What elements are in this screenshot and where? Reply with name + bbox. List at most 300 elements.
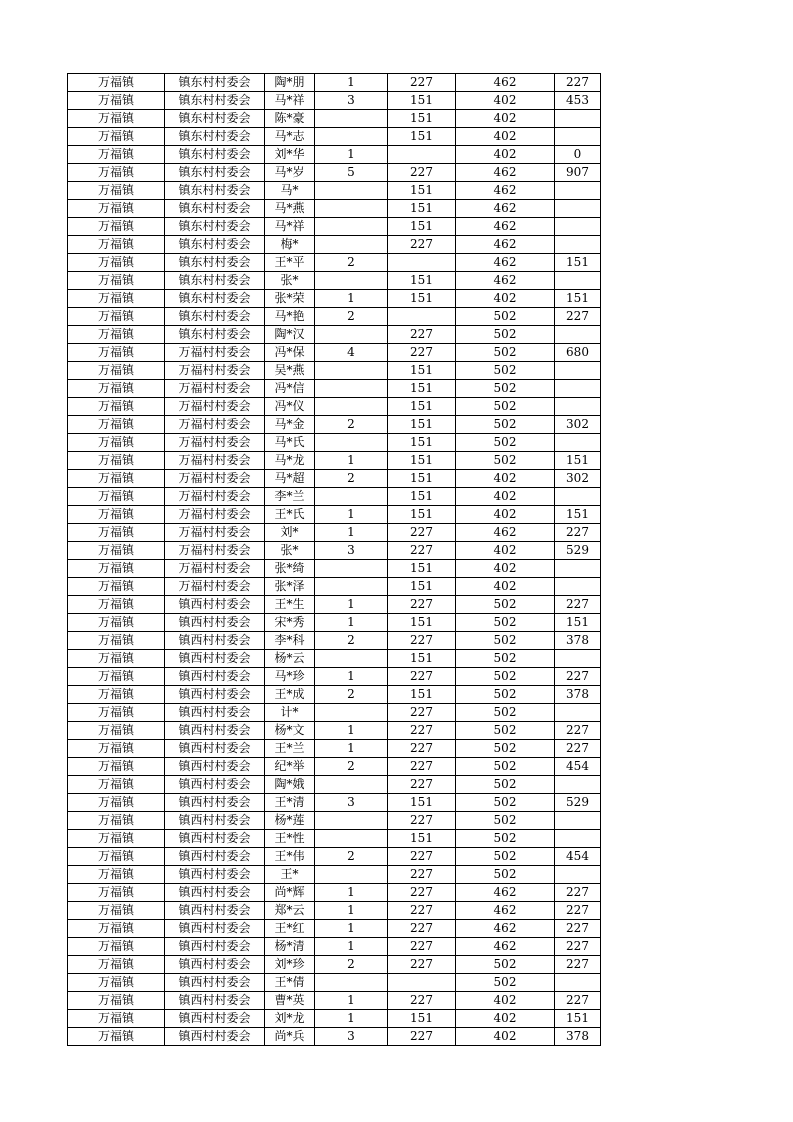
town-cell: 万福镇 [68, 542, 165, 560]
name-cell: 马*祥 [265, 218, 315, 236]
village-committee-cell: 镇东村村委会 [165, 92, 265, 110]
amount-cell [555, 578, 601, 596]
value-b-cell: 502 [456, 362, 555, 380]
town-cell: 万福镇 [68, 614, 165, 632]
value-b-cell: 402 [456, 92, 555, 110]
count-cell: 1 [315, 146, 388, 164]
village-committee-cell: 镇东村村委会 [165, 236, 265, 254]
value-b-cell: 502 [456, 614, 555, 632]
name-cell: 吴*燕 [265, 362, 315, 380]
value-b-cell: 462 [456, 524, 555, 542]
village-committee-cell: 万福村村委会 [165, 416, 265, 434]
name-cell: 王*性 [265, 830, 315, 848]
amount-cell: 227 [555, 938, 601, 956]
value-b-cell: 462 [456, 920, 555, 938]
value-b-cell: 502 [456, 650, 555, 668]
table-row [68, 938, 601, 956]
table-body [68, 74, 601, 1046]
table-row [68, 128, 601, 146]
value-a-cell: 227 [388, 992, 456, 1010]
value-b-cell: 502 [456, 686, 555, 704]
amount-cell: 151 [555, 254, 601, 272]
village-committee-cell: 镇西村村委会 [165, 722, 265, 740]
name-cell: 陶*汉 [265, 326, 315, 344]
amount-cell [555, 326, 601, 344]
value-b-cell: 502 [456, 740, 555, 758]
table-row [68, 254, 601, 272]
count-cell: 1 [315, 614, 388, 632]
amount-cell: 453 [555, 92, 601, 110]
name-cell: 马*珍 [265, 668, 315, 686]
name-cell: 曹*英 [265, 992, 315, 1010]
table-row [68, 326, 601, 344]
value-b-cell: 402 [456, 1010, 555, 1028]
count-cell [315, 650, 388, 668]
value-b-cell: 502 [456, 452, 555, 470]
count-cell [315, 380, 388, 398]
village-committee-cell: 万福村村委会 [165, 470, 265, 488]
count-cell: 2 [315, 470, 388, 488]
name-cell: 马*志 [265, 128, 315, 146]
count-cell: 4 [315, 344, 388, 362]
count-cell [315, 218, 388, 236]
value-b-cell: 402 [456, 128, 555, 146]
town-cell: 万福镇 [68, 740, 165, 758]
name-cell: 杨*莲 [265, 812, 315, 830]
count-cell [315, 434, 388, 452]
town-cell: 万福镇 [68, 200, 165, 218]
table-row [68, 236, 601, 254]
table-row [68, 146, 601, 164]
amount-cell: 454 [555, 758, 601, 776]
count-cell [315, 560, 388, 578]
town-cell: 万福镇 [68, 992, 165, 1010]
count-cell: 3 [315, 92, 388, 110]
village-committee-cell: 镇东村村委会 [165, 74, 265, 92]
table-row [68, 812, 601, 830]
value-b-cell: 462 [456, 902, 555, 920]
name-cell: 王*清 [265, 794, 315, 812]
count-cell [315, 578, 388, 596]
value-a-cell: 151 [388, 578, 456, 596]
value-a-cell: 151 [388, 794, 456, 812]
village-committee-cell: 万福村村委会 [165, 542, 265, 560]
amount-cell [555, 812, 601, 830]
village-committee-cell: 镇东村村委会 [165, 254, 265, 272]
town-cell: 万福镇 [68, 578, 165, 596]
value-b-cell: 462 [456, 254, 555, 272]
count-cell: 1 [315, 668, 388, 686]
value-b-cell: 502 [456, 722, 555, 740]
count-cell [315, 776, 388, 794]
amount-cell: 227 [555, 884, 601, 902]
table-row [68, 182, 601, 200]
amount-cell: 227 [555, 668, 601, 686]
amount-cell: 151 [555, 452, 601, 470]
village-committee-cell: 镇西村村委会 [165, 902, 265, 920]
name-cell: 李*兰 [265, 488, 315, 506]
table-row [68, 434, 601, 452]
town-cell: 万福镇 [68, 416, 165, 434]
town-cell: 万福镇 [68, 74, 165, 92]
village-committee-cell: 镇西村村委会 [165, 704, 265, 722]
table-row [68, 362, 601, 380]
table-row [68, 218, 601, 236]
value-b-cell: 462 [456, 272, 555, 290]
name-cell: 冯*信 [265, 380, 315, 398]
village-committee-cell: 万福村村委会 [165, 506, 265, 524]
value-a-cell: 227 [388, 164, 456, 182]
name-cell: 马*燕 [265, 200, 315, 218]
count-cell [315, 182, 388, 200]
value-a-cell: 151 [388, 506, 456, 524]
count-cell [315, 326, 388, 344]
table-row [68, 974, 601, 992]
amount-cell: 227 [555, 722, 601, 740]
amount-cell: 227 [555, 740, 601, 758]
table-row [68, 524, 601, 542]
value-a-cell: 227 [388, 758, 456, 776]
value-b-cell: 502 [456, 344, 555, 362]
name-cell: 马*金 [265, 416, 315, 434]
town-cell: 万福镇 [68, 524, 165, 542]
name-cell: 王*倩 [265, 974, 315, 992]
amount-cell [555, 362, 601, 380]
village-committee-cell: 镇西村村委会 [165, 614, 265, 632]
count-cell: 1 [315, 596, 388, 614]
amount-cell [555, 830, 601, 848]
village-committee-cell: 镇东村村委会 [165, 182, 265, 200]
village-committee-cell: 万福村村委会 [165, 560, 265, 578]
table-row [68, 380, 601, 398]
value-b-cell: 502 [456, 326, 555, 344]
value-b-cell: 402 [456, 578, 555, 596]
count-cell [315, 974, 388, 992]
town-cell: 万福镇 [68, 920, 165, 938]
table-row [68, 884, 601, 902]
town-cell: 万福镇 [68, 632, 165, 650]
village-committee-cell: 万福村村委会 [165, 524, 265, 542]
count-cell: 1 [315, 506, 388, 524]
village-committee-cell: 镇西村村委会 [165, 596, 265, 614]
value-b-cell: 402 [456, 542, 555, 560]
amount-cell: 529 [555, 794, 601, 812]
village-committee-cell: 镇西村村委会 [165, 686, 265, 704]
value-a-cell: 227 [388, 740, 456, 758]
count-cell [315, 110, 388, 128]
table-row [68, 1010, 601, 1028]
town-cell: 万福镇 [68, 686, 165, 704]
amount-cell [555, 218, 601, 236]
value-a-cell: 227 [388, 542, 456, 560]
value-a-cell: 227 [388, 74, 456, 92]
name-cell: 郑*云 [265, 902, 315, 920]
value-a-cell: 151 [388, 614, 456, 632]
table-row [68, 776, 601, 794]
village-committee-cell: 镇西村村委会 [165, 866, 265, 884]
town-cell: 万福镇 [68, 218, 165, 236]
value-b-cell: 402 [456, 992, 555, 1010]
value-a-cell: 151 [388, 686, 456, 704]
town-cell: 万福镇 [68, 308, 165, 326]
village-committee-cell: 镇东村村委会 [165, 146, 265, 164]
name-cell: 冯*保 [265, 344, 315, 362]
town-cell: 万福镇 [68, 1028, 165, 1046]
amount-cell: 151 [555, 506, 601, 524]
table-row [68, 344, 601, 362]
village-committee-cell: 万福村村委会 [165, 452, 265, 470]
value-b-cell: 502 [456, 758, 555, 776]
amount-cell: 227 [555, 596, 601, 614]
village-committee-cell: 镇西村村委会 [165, 956, 265, 974]
amount-cell: 378 [555, 632, 601, 650]
value-a-cell: 227 [388, 848, 456, 866]
value-a-cell: 151 [388, 92, 456, 110]
town-cell: 万福镇 [68, 506, 165, 524]
town-cell: 万福镇 [68, 758, 165, 776]
amount-cell [555, 866, 601, 884]
name-cell: 刘*华 [265, 146, 315, 164]
table-row [68, 596, 601, 614]
table-row [68, 92, 601, 110]
village-committee-cell: 镇西村村委会 [165, 812, 265, 830]
table-row [68, 650, 601, 668]
table-row [68, 470, 601, 488]
value-a-cell: 227 [388, 938, 456, 956]
value-b-cell: 502 [456, 974, 555, 992]
value-b-cell: 502 [456, 380, 555, 398]
village-committee-cell: 镇西村村委会 [165, 632, 265, 650]
value-a-cell: 227 [388, 920, 456, 938]
count-cell: 3 [315, 1028, 388, 1046]
value-b-cell: 462 [456, 164, 555, 182]
amount-cell: 227 [555, 956, 601, 974]
town-cell: 万福镇 [68, 848, 165, 866]
table-row [68, 902, 601, 920]
name-cell: 王*兰 [265, 740, 315, 758]
village-committee-cell: 万福村村委会 [165, 488, 265, 506]
town-cell: 万福镇 [68, 92, 165, 110]
amount-cell: 907 [555, 164, 601, 182]
name-cell: 尚*兵 [265, 1028, 315, 1046]
amount-cell: 302 [555, 416, 601, 434]
count-cell: 2 [315, 848, 388, 866]
count-cell: 2 [315, 686, 388, 704]
town-cell: 万福镇 [68, 128, 165, 146]
count-cell [315, 362, 388, 380]
amount-cell [555, 650, 601, 668]
count-cell: 1 [315, 938, 388, 956]
name-cell: 纪*举 [265, 758, 315, 776]
village-committee-cell: 万福村村委会 [165, 434, 265, 452]
count-cell [315, 272, 388, 290]
amount-cell: 227 [555, 308, 601, 326]
table-row [68, 560, 601, 578]
value-a-cell: 151 [388, 362, 456, 380]
name-cell: 王*成 [265, 686, 315, 704]
name-cell: 陶*朋 [265, 74, 315, 92]
town-cell: 万福镇 [68, 776, 165, 794]
table-row [68, 74, 601, 92]
town-cell: 万福镇 [68, 146, 165, 164]
count-cell [315, 704, 388, 722]
value-b-cell: 502 [456, 668, 555, 686]
value-b-cell: 502 [456, 596, 555, 614]
town-cell: 万福镇 [68, 938, 165, 956]
count-cell [315, 128, 388, 146]
town-cell: 万福镇 [68, 452, 165, 470]
town-cell: 万福镇 [68, 704, 165, 722]
value-a-cell: 227 [388, 866, 456, 884]
village-committee-cell: 万福村村委会 [165, 344, 265, 362]
count-cell [315, 236, 388, 254]
value-a-cell: 151 [388, 182, 456, 200]
value-b-cell: 502 [456, 308, 555, 326]
village-committee-cell: 镇东村村委会 [165, 290, 265, 308]
table-row [68, 308, 601, 326]
amount-cell [555, 236, 601, 254]
town-cell: 万福镇 [68, 668, 165, 686]
name-cell: 王*平 [265, 254, 315, 272]
count-cell [315, 830, 388, 848]
amount-cell [555, 200, 601, 218]
village-committee-cell: 镇东村村委会 [165, 164, 265, 182]
value-a-cell: 227 [388, 1028, 456, 1046]
value-a-cell: 227 [388, 776, 456, 794]
amount-cell: 378 [555, 1028, 601, 1046]
town-cell: 万福镇 [68, 362, 165, 380]
town-cell: 万福镇 [68, 884, 165, 902]
village-committee-cell: 镇西村村委会 [165, 848, 265, 866]
count-cell: 1 [315, 992, 388, 1010]
amount-cell: 227 [555, 902, 601, 920]
table-row [68, 956, 601, 974]
table-row [68, 1028, 601, 1046]
table-row [68, 578, 601, 596]
count-cell: 2 [315, 254, 388, 272]
value-b-cell: 402 [456, 290, 555, 308]
value-a-cell: 151 [388, 398, 456, 416]
amount-cell: 227 [555, 992, 601, 1010]
count-cell: 3 [315, 542, 388, 560]
amount-cell [555, 974, 601, 992]
town-cell: 万福镇 [68, 344, 165, 362]
name-cell: 杨*文 [265, 722, 315, 740]
value-a-cell: 151 [388, 434, 456, 452]
table-row [68, 848, 601, 866]
name-cell: 张* [265, 542, 315, 560]
village-committee-cell: 镇西村村委会 [165, 992, 265, 1010]
village-committee-cell: 镇东村村委会 [165, 218, 265, 236]
count-cell [315, 488, 388, 506]
table-row [68, 740, 601, 758]
name-cell: 马*祥 [265, 92, 315, 110]
name-cell: 王*生 [265, 596, 315, 614]
village-committee-cell: 万福村村委会 [165, 362, 265, 380]
amount-cell: 529 [555, 542, 601, 560]
value-a-cell: 151 [388, 200, 456, 218]
count-cell [315, 200, 388, 218]
amount-cell [555, 128, 601, 146]
town-cell: 万福镇 [68, 650, 165, 668]
value-a-cell: 151 [388, 416, 456, 434]
town-cell: 万福镇 [68, 380, 165, 398]
count-cell: 1 [315, 902, 388, 920]
value-a-cell: 227 [388, 524, 456, 542]
table-row [68, 668, 601, 686]
value-a-cell: 227 [388, 902, 456, 920]
name-cell: 陶*娥 [265, 776, 315, 794]
village-committee-cell: 镇西村村委会 [165, 758, 265, 776]
village-committee-cell: 镇西村村委会 [165, 974, 265, 992]
name-cell: 刘*珍 [265, 956, 315, 974]
amount-cell: 454 [555, 848, 601, 866]
table-row [68, 920, 601, 938]
name-cell: 王*红 [265, 920, 315, 938]
town-cell: 万福镇 [68, 560, 165, 578]
value-b-cell: 402 [456, 146, 555, 164]
data-table [67, 73, 601, 1046]
value-a-cell: 151 [388, 290, 456, 308]
amount-cell [555, 704, 601, 722]
table-row [68, 290, 601, 308]
village-committee-cell: 镇东村村委会 [165, 200, 265, 218]
name-cell: 张* [265, 272, 315, 290]
town-cell: 万福镇 [68, 974, 165, 992]
value-b-cell: 502 [456, 776, 555, 794]
town-cell: 万福镇 [68, 434, 165, 452]
name-cell: 马*岁 [265, 164, 315, 182]
town-cell: 万福镇 [68, 236, 165, 254]
amount-cell: 151 [555, 614, 601, 632]
table-row [68, 272, 601, 290]
amount-cell [555, 776, 601, 794]
count-cell: 1 [315, 884, 388, 902]
village-committee-cell: 镇东村村委会 [165, 326, 265, 344]
value-a-cell: 151 [388, 110, 456, 128]
village-committee-cell: 万福村村委会 [165, 578, 265, 596]
town-cell: 万福镇 [68, 290, 165, 308]
count-cell [315, 866, 388, 884]
amount-cell: 227 [555, 920, 601, 938]
amount-cell: 227 [555, 524, 601, 542]
amount-cell: 378 [555, 686, 601, 704]
town-cell: 万福镇 [68, 722, 165, 740]
name-cell: 马* [265, 182, 315, 200]
value-a-cell: 227 [388, 668, 456, 686]
value-b-cell: 462 [456, 218, 555, 236]
value-a-cell: 151 [388, 560, 456, 578]
name-cell: 马*龙 [265, 452, 315, 470]
town-cell: 万福镇 [68, 254, 165, 272]
table-row [68, 722, 601, 740]
village-committee-cell: 镇东村村委会 [165, 110, 265, 128]
village-committee-cell: 镇西村村委会 [165, 1028, 265, 1046]
table-row [68, 506, 601, 524]
count-cell: 2 [315, 632, 388, 650]
town-cell: 万福镇 [68, 272, 165, 290]
amount-cell [555, 272, 601, 290]
table-row [68, 992, 601, 1010]
value-a-cell: 151 [388, 218, 456, 236]
value-a-cell [388, 308, 456, 326]
table-row [68, 452, 601, 470]
name-cell: 王*伟 [265, 848, 315, 866]
value-a-cell: 151 [388, 650, 456, 668]
table-row [68, 632, 601, 650]
amount-cell: 680 [555, 344, 601, 362]
town-cell: 万福镇 [68, 110, 165, 128]
